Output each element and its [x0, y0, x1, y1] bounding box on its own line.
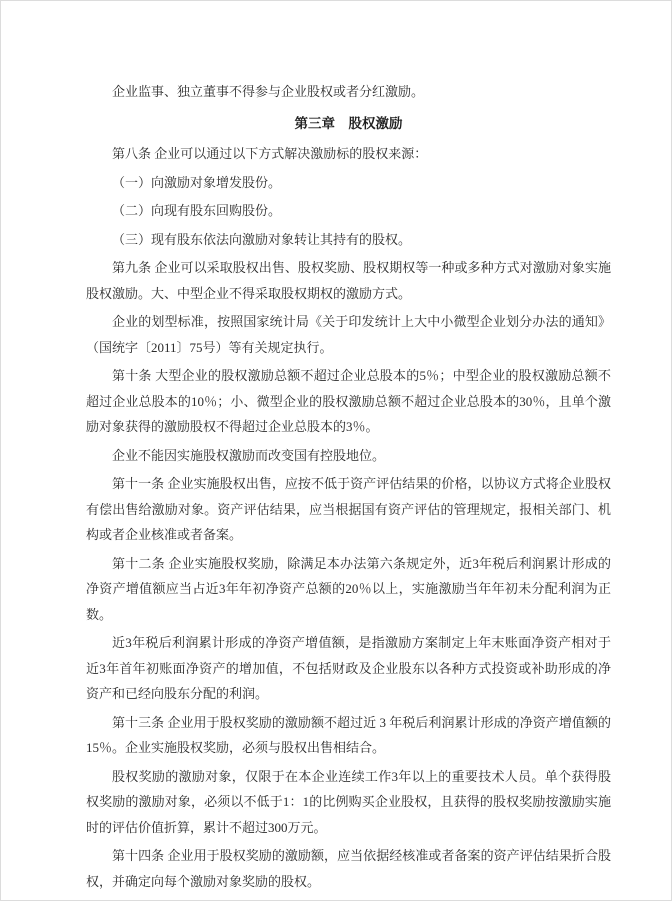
list-item-3: （三）现有股东依法向激励对象转让其持有的股权。 — [112, 231, 412, 247]
paragraph-article-10: 第十条 大型企业的股权激励总额不超过企业总股本的5％；中型企业的股权激励总额不超过企业总股本的10％；小、微型企业的股权激励总额不超过企业总股本的30％，且单个激励对象获得的激励股权不得超过企业总股本的3％。 — [86, 368, 611, 434]
paragraph-article-11: 第十一条 企业实施股权出售，应按不低于资产评估结果的价格，以协议方式将企业股权有偿出售给激励对象。资产评估结果，应当根据国有资产评估的管理规定，报相关部门、机构或者企业核准或者备案。 — [86, 476, 611, 542]
paragraph: 企业的划型标准，按照国家统计局《关于印发统计上大中小微型企业划分办法的通知》（国统字〔2011〕75号）等有关规定执行。 — [86, 314, 611, 355]
paragraph: 企业不能因实施股权激励而改变国有控股地位。 — [112, 447, 386, 463]
paragraph: 近3年税后利润累计形成的净资产增值额，是指激励方案制定上年末账面净资产相对于近3年首年初账面净资产的增加值，不包括财政及企业股东以各种方式投资或补助形成的净资产和已经向股东分配的利润。 — [86, 635, 611, 701]
list-item-2: （二）向现有股东回购股份。 — [112, 203, 282, 218]
paragraph: 企业监事、独立董事不得参与企业股权或者分红激励。 — [112, 84, 425, 99]
paragraph-article-8: 第八条 企业可以通过以下方式解决激励标的股权来源： — [112, 146, 428, 161]
chapter-heading: 第三章 股权激励 — [294, 115, 403, 131]
paragraph-article-12: 第十二条 企业实施股权奖励，除满足本办法第六条规定外，近3年税后利润累计形成的净资产增值额应当占近3年年初净资产总额的20％以上，实施激励当年年初未分配利润为正数。 — [86, 555, 611, 622]
document-content — [1, 1, 671, 894]
paragraph-article-9: 第九条 企业可以采取股权出售、股权奖励、股权期权等一种或多种方式对激励对象实施股权激励。大、中型企业不得采取股权期权的激励方式。 — [86, 260, 611, 301]
list-item-1: （一）向激励对象增发股份。 — [112, 174, 282, 190]
paragraph-article-13: 第十三条 企业用于股权奖励的激励额不超过近 3 年税后利润累计形成的净资产增值额的15％。企业实施股权奖励，必须与股权出售相结合。 — [86, 714, 611, 755]
paragraph-article-14: 第十四条 企业用于股权奖励的激励额，应当依据经核准或者备案的资产评估结果折合股权，并确定向每个激励对象奖励的股权。 — [86, 848, 611, 889]
paragraph: 股权奖励的激励对象，仅限于在本企业连续工作3年以上的重要技术人员。单个获得股权奖励的激励对象，必须以不低于1：1的比例购买企业股权，且获得的股权奖励按激励实施时的评估价值折算，累计不超过300万元。 — [86, 768, 611, 835]
